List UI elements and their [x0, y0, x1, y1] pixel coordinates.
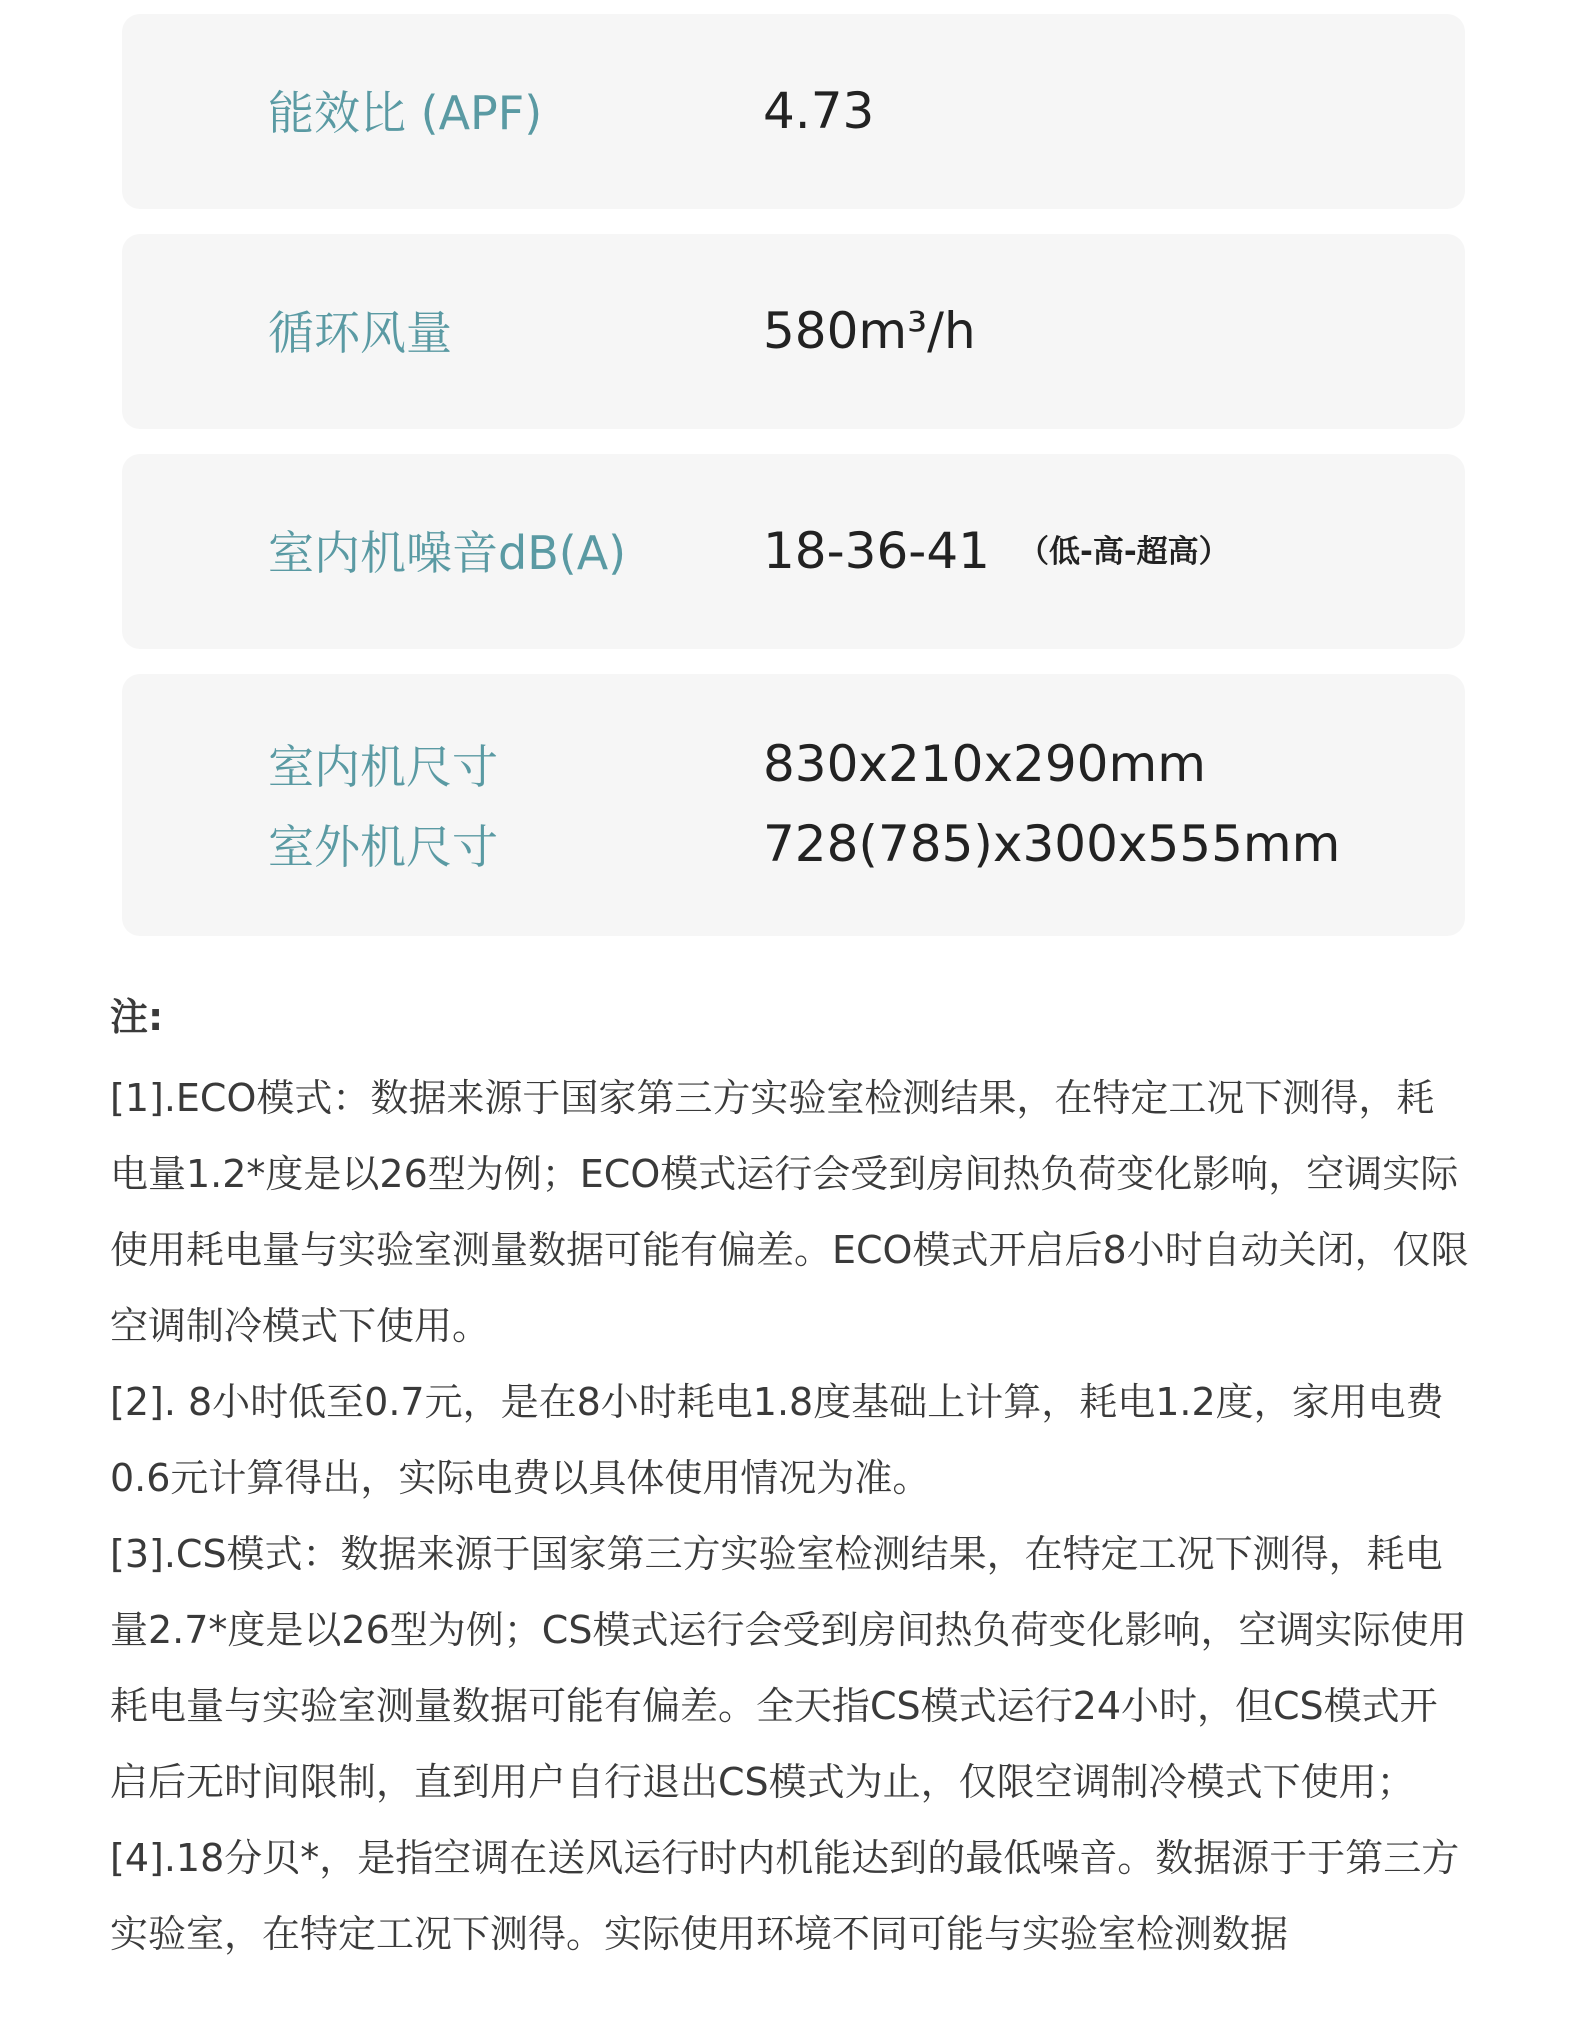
spec-value-noise	[763, 522, 1230, 580]
notes-title: 注:	[110, 995, 164, 1039]
spec-value-outdoor-size: 728(785)x300x555mm	[763, 815, 1341, 873]
spec-label-outdoor-size: 室外机尺寸	[268, 820, 498, 874]
spec-card-apf	[122, 14, 1465, 209]
spec-label-apf: 能效比 (APF)	[268, 86, 543, 140]
spec-label-noise: 室内机噪音dB(A)	[268, 526, 627, 580]
spec-card-airflow	[122, 234, 1465, 429]
spec-value-airflow: 580m³/h	[763, 302, 976, 360]
notes-section	[110, 990, 1470, 1972]
spec-label-indoor-size: 室内机尺寸	[268, 740, 498, 794]
spec-label-airflow: 循环风量	[268, 306, 452, 360]
spec-card-noise	[122, 454, 1465, 649]
spec-value-apf: 4.73	[763, 82, 875, 140]
note-item-3: [3].CS模式：数据来源于国家第三方实验室检测结果，在特定工况下测得，耗电量2.7*度是以26型为例；CS模式运行会受到房间热负荷变化影响，空调实际使用耗电量与实验室测量数据可能有偏差。全天指CS模式运行24小时，但CS模式开启后无时间限制，直到用户自行退出CS模式为止，仅限空调制冷模式下使用；	[110, 1532, 1467, 1804]
note-item-2: [2]. 8小时低至0.7元，是在8小时耗电1.8度基础上计算，耗电1.2度，家用电费0.6元计算得出，实际电费以具体使用情况为准。	[110, 1380, 1444, 1500]
noise-level-note: （低-高-超高）	[1017, 534, 1230, 570]
spec-value-indoor-size: 830x210x290mm	[763, 735, 1206, 793]
note-item-1: [1].ECO模式：数据来源于国家第三方实验室检测结果，在特定工况下测得，耗电量1.2*度是以26型为例；ECO模式运行会受到房间热负荷变化影响，空调实际使用耗电量与实验室测量数据可能有偏差。ECO模式开启后8小时自动关闭，仅限空调制冷模式下使用。	[110, 1076, 1469, 1348]
note-item-4: [4].18分贝*，是指空调在送风运行时内机能达到的最低噪音。数据源于于第三方实验室，在特定工况下测得。实际使用环境不同可能与实验室检测数据	[110, 1836, 1460, 1956]
spec-card-size	[122, 674, 1465, 936]
noise-value-text: 18-36-41	[763, 522, 990, 580]
